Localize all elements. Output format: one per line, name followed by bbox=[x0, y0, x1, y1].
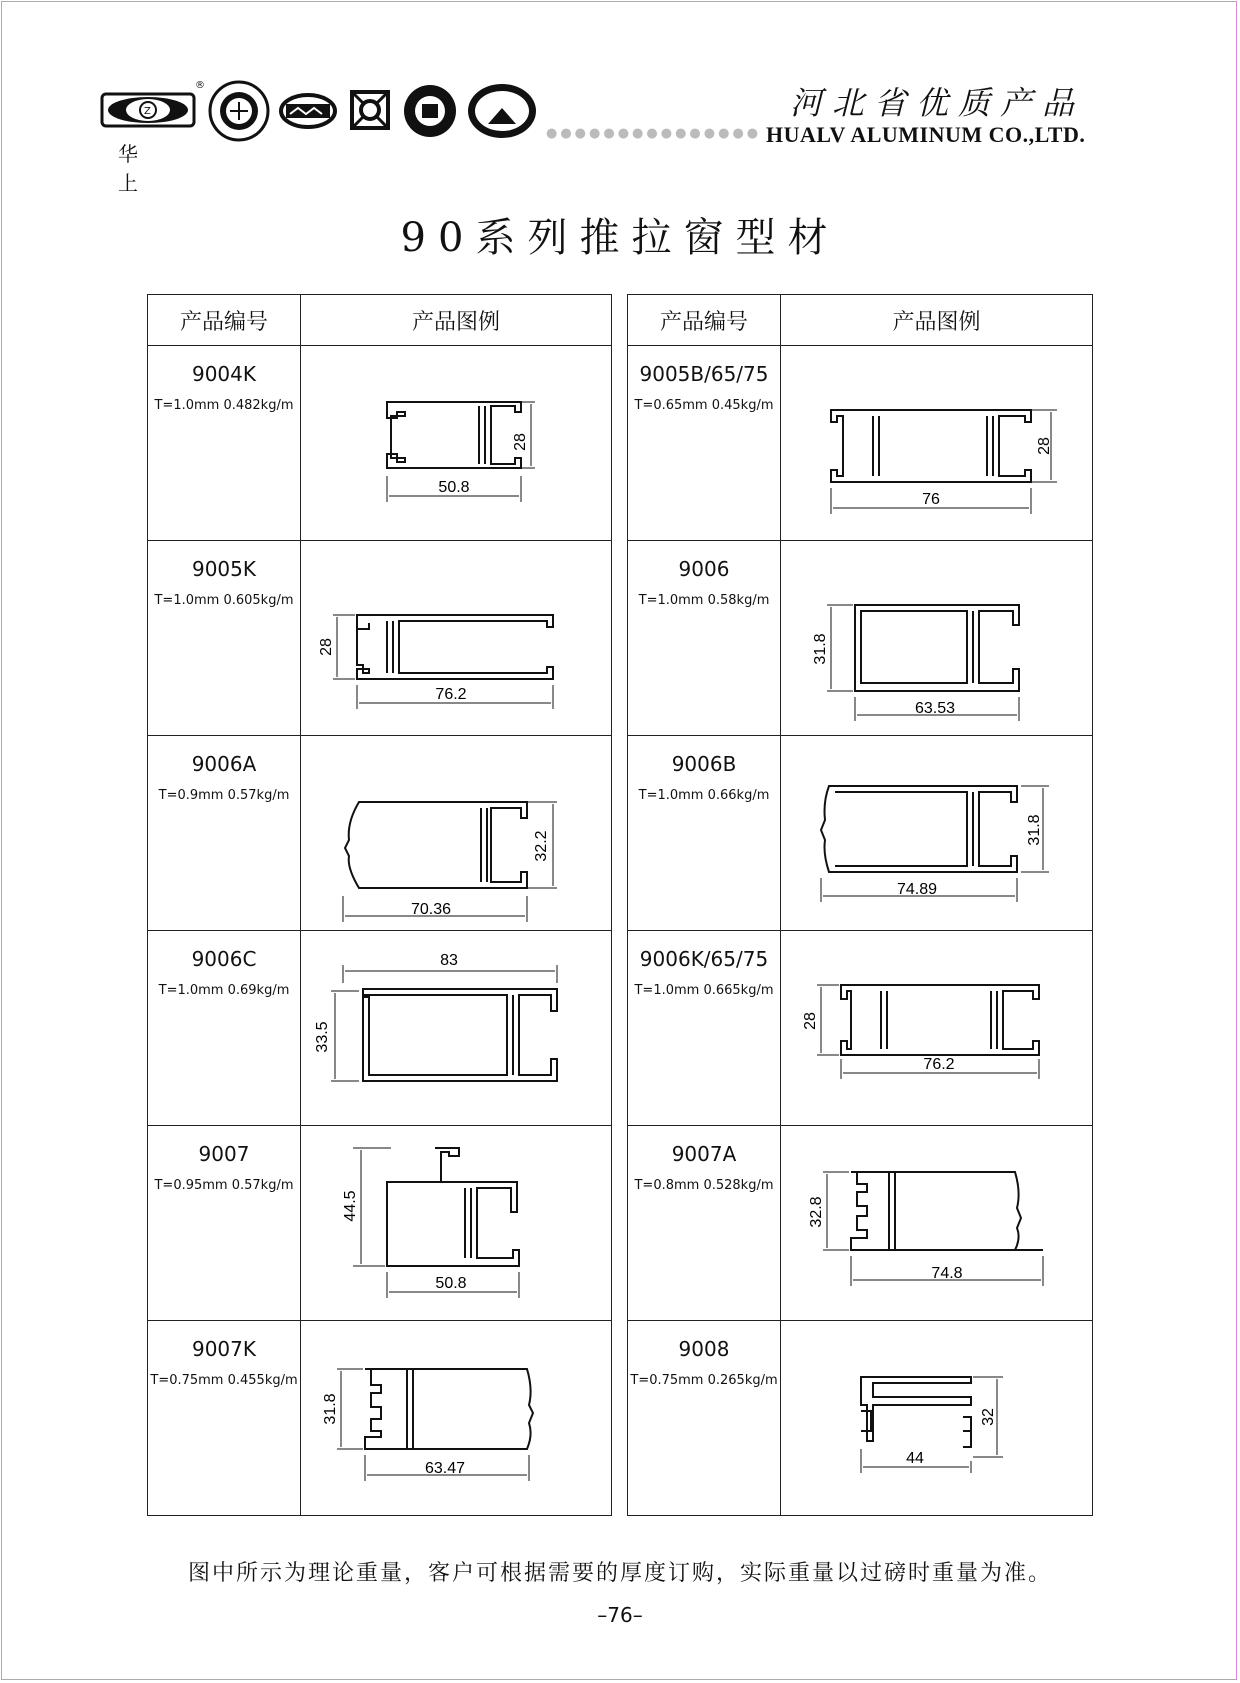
dimension-width: 63.47 bbox=[424, 1460, 466, 1477]
dimension-width: 83 bbox=[440, 952, 458, 969]
table-header-row bbox=[628, 295, 1093, 346]
table-row bbox=[148, 931, 612, 1126]
table-row bbox=[148, 1126, 612, 1321]
dimension-width: 50.8 bbox=[438, 479, 470, 496]
dimension-height: 32.8 bbox=[808, 1196, 825, 1228]
product-code: 9007A bbox=[671, 1142, 737, 1166]
table-row bbox=[628, 1126, 1093, 1321]
dimension-height: 32 bbox=[980, 1408, 997, 1426]
company-name-cn: 河北省优质产品 bbox=[790, 84, 1085, 122]
dimension-height: 44.5 bbox=[342, 1190, 359, 1222]
page-number: –76– bbox=[597, 1603, 643, 1627]
profile-drawing bbox=[301, 1126, 612, 1320]
product-code: 9007K bbox=[191, 1337, 256, 1361]
table-row bbox=[148, 346, 612, 541]
product-spec: T=1.0mm 0.66kg/m bbox=[638, 788, 770, 803]
dimension-height: 31.8 bbox=[1026, 814, 1043, 846]
product-code: 9004K bbox=[191, 362, 256, 386]
dimension-width: 76 bbox=[922, 491, 940, 508]
dimension-height: 31.8 bbox=[322, 1393, 339, 1425]
product-spec: T=1.0mm 0.482kg/m bbox=[154, 398, 294, 413]
dimension-height: 32.2 bbox=[533, 830, 550, 862]
dimension-width: 50.8 bbox=[435, 1275, 467, 1292]
product-spec: T=0.9mm 0.57kg/m bbox=[158, 788, 290, 803]
page-title: 90系列推拉窗型材 bbox=[400, 215, 840, 261]
dimension-height: 28 bbox=[1036, 437, 1053, 455]
quality-knot-icon bbox=[346, 80, 394, 142]
dimension-height: 28 bbox=[802, 1012, 819, 1030]
certification-logos bbox=[100, 80, 538, 195]
dimension-width: 76.2 bbox=[435, 686, 467, 703]
globe-seal-icon bbox=[208, 80, 270, 142]
weight-footnote: 图中所示为理论重量，客户可根据需要的厚度订购，实际重量以过磅时重量为准。 bbox=[187, 1561, 1052, 1586]
product-code: 9005B/65/75 bbox=[639, 362, 769, 386]
product-code: 9007 bbox=[198, 1142, 250, 1166]
product-spec: T=0.95mm 0.57kg/m bbox=[154, 1178, 294, 1193]
table-row bbox=[628, 736, 1093, 931]
table-header-row bbox=[148, 295, 612, 346]
product-spec: T=0.75mm 0.265kg/m bbox=[630, 1373, 778, 1388]
product-code: 9006 bbox=[678, 557, 730, 581]
header-product-code: 产品编号 bbox=[628, 295, 781, 346]
dimension-width: 74.8 bbox=[931, 1265, 963, 1282]
product-code: 9006A bbox=[191, 752, 257, 776]
profile-drawing bbox=[781, 541, 1093, 735]
table-row bbox=[148, 541, 612, 736]
table-row bbox=[628, 931, 1093, 1126]
profile-drawing bbox=[781, 931, 1093, 1125]
profile-drawing bbox=[301, 346, 612, 540]
profile-drawing bbox=[301, 1321, 612, 1515]
dimension-height: 31.8 bbox=[812, 633, 829, 665]
dimension-width: 63.53 bbox=[914, 700, 956, 717]
profile-drawing bbox=[781, 1321, 1093, 1515]
product-spec: T=1.0mm 0.69kg/m bbox=[158, 983, 290, 998]
dimension-width: 76.2 bbox=[923, 1056, 955, 1073]
company-name-en: HUALV ALUMINUM CO.,LTD. bbox=[766, 122, 1086, 147]
product-spec: T=0.65mm 0.45kg/m bbox=[634, 398, 774, 413]
product-code: 9008 bbox=[678, 1337, 730, 1361]
hebei-quality-seal-icon bbox=[466, 80, 538, 142]
emblem-seal-icon bbox=[402, 80, 458, 142]
product-code: 9006C bbox=[191, 947, 257, 971]
company-logo: Z ® 华 上 bbox=[100, 80, 200, 170]
svg-text:Z: Z bbox=[144, 106, 151, 117]
dimension-height: 33.5 bbox=[314, 1021, 331, 1053]
product-code: 9005K bbox=[191, 557, 256, 581]
dimension-height: 28 bbox=[318, 638, 335, 656]
product-code: 9006B bbox=[671, 752, 737, 776]
product-spec: T=1.0mm 0.58kg/m bbox=[638, 593, 770, 608]
profile-drawing bbox=[301, 736, 612, 930]
product-spec: T=0.75mm 0.455kg/m bbox=[150, 1373, 298, 1388]
header-dot-rule: ●●●●●●●●●●●●●●● bbox=[546, 126, 762, 141]
dimension-width: 74.89 bbox=[896, 881, 938, 898]
dimension-height: 28 bbox=[512, 433, 529, 451]
header-product-code: 产品编号 bbox=[148, 295, 301, 346]
profile-drawing bbox=[301, 541, 612, 735]
profile-drawing bbox=[301, 931, 612, 1125]
table-row bbox=[628, 541, 1093, 736]
header-product-figure: 产品图例 bbox=[301, 295, 612, 346]
profile-drawing bbox=[781, 346, 1093, 540]
table-row bbox=[148, 1321, 612, 1516]
cms-badge-icon bbox=[278, 80, 338, 142]
dimension-width: 70.36 bbox=[410, 901, 452, 918]
product-code: 9006K/65/75 bbox=[639, 947, 769, 971]
table-row bbox=[628, 1321, 1093, 1516]
profile-drawing bbox=[781, 1126, 1093, 1320]
product-table-left bbox=[147, 294, 612, 1516]
product-spec: T=0.8mm 0.528kg/m bbox=[634, 1178, 774, 1193]
product-spec: T=1.0mm 0.605kg/m bbox=[154, 593, 294, 608]
header-product-figure: 产品图例 bbox=[781, 295, 1093, 346]
dimension-width: 44 bbox=[906, 1450, 924, 1467]
table-row bbox=[628, 346, 1093, 541]
product-spec: T=1.0mm 0.665kg/m bbox=[634, 983, 774, 998]
table-row bbox=[148, 736, 612, 931]
profile-drawing bbox=[781, 736, 1093, 930]
product-table-right bbox=[627, 294, 1093, 1516]
